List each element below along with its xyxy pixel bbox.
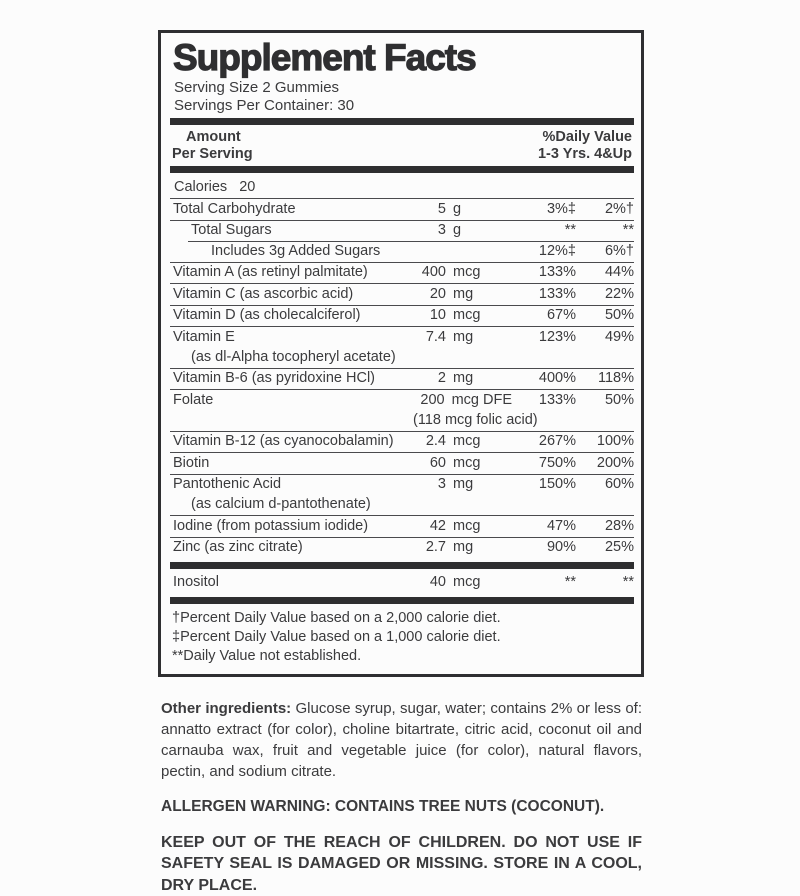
nutrient-amount (400, 432, 512, 452)
nutrient-amount (400, 369, 512, 389)
nutrient-row-main (170, 199, 634, 220)
other-ingredients-text: Glucose syrup, sugar, water; contains 2% or less of: annatto extract (for color), choline bitartrate, citric acid, coconut oil and carnauba wax, fruit and vegetable juice (for color), natural flavors, pectin, and sodium citrate. (161, 700, 642, 780)
nutrient-row (170, 431, 634, 453)
amount-number: 60 (400, 454, 446, 474)
nutrient-row-main (170, 475, 634, 496)
footnotes (170, 607, 634, 667)
amount-number: 3 (400, 221, 446, 241)
nutrient-row (170, 198, 634, 220)
nutrient-subtext: (as calcium d-pantothenate) (170, 495, 634, 515)
nutrient-row (170, 283, 634, 305)
nutrient-rows (170, 198, 634, 558)
nutrient-name: Vitamin E (170, 328, 400, 348)
nutrient-name: Includes 3g Added Sugars (170, 242, 400, 262)
nutrient-row-main (170, 221, 634, 242)
nutrient-row-main (170, 538, 634, 559)
nutrient-row (170, 537, 634, 559)
nutrient-row (170, 389, 634, 431)
daily-value-1to3: 12%‡ (512, 242, 576, 262)
panel-title: Supplement Facts (170, 37, 634, 79)
daily-value-1to3: 133% (512, 263, 576, 283)
label-column (158, 30, 644, 896)
amount-unit: mg (453, 369, 473, 389)
divider-bar-inositol-top (170, 562, 634, 569)
nutrient-name: Iodine (from potassium iodide) (170, 517, 400, 537)
nutrient-row-main (170, 327, 634, 348)
amount-number: 3 (400, 475, 446, 495)
info-section (158, 698, 644, 896)
daily-value-1to3: 400% (512, 369, 576, 389)
amount-unit: g (453, 221, 461, 241)
daily-value-4up: 22% (576, 285, 634, 305)
amount-unit: mcg (453, 454, 480, 474)
amount-unit: mcg (453, 432, 480, 452)
nutrient-row-main (170, 263, 634, 284)
daily-value-1to3: 67% (512, 306, 576, 326)
daily-value-4up: 2%† (576, 200, 634, 220)
nutrient-name: Folate (170, 391, 400, 411)
other-ingredients-label: Other ingredients: (161, 700, 291, 717)
nutrient-row (170, 474, 634, 516)
nutrient-amount (400, 263, 512, 283)
nutrient-row (170, 452, 634, 474)
amount-number: 20 (400, 285, 446, 305)
daily-value-1to3: 47% (512, 517, 576, 537)
amount-number: 40 (400, 573, 446, 593)
daily-value-4up: 28% (576, 517, 634, 537)
nutrient-amount (400, 391, 512, 411)
amount-unit: g (453, 200, 461, 220)
nutrient-amount (400, 221, 512, 241)
amount-unit: mg (453, 475, 473, 495)
daily-value-header-line2: 1-3 Yrs. 4&Up (538, 146, 632, 163)
nutrient-row (170, 515, 634, 537)
daily-value-1to3: ** (512, 573, 576, 593)
nutrient-row-main (170, 432, 634, 453)
nutrient-amount (400, 328, 512, 348)
amount-unit: mg (453, 285, 473, 305)
nutrient-row (170, 326, 634, 368)
nutrient-subtext: (118 mcg folic acid) (170, 411, 634, 431)
daily-value-4up: ** (576, 573, 634, 593)
daily-value-4up: 60% (576, 475, 634, 495)
daily-value-1to3: 133% (512, 391, 576, 411)
calories-label: Calories (174, 177, 227, 197)
amount-number: 2.4 (400, 432, 446, 452)
nutrient-name: Vitamin B-12 (as cyanocobalamin) (170, 432, 400, 452)
column-header (170, 128, 634, 164)
nutrient-row-main (170, 241, 634, 262)
nutrient-row (170, 305, 634, 327)
amount-number: 2 (400, 369, 446, 389)
amount-number: 5 (400, 200, 446, 220)
daily-value-1to3: 123% (512, 328, 576, 348)
amount-header (172, 129, 253, 162)
nutrient-name: Zinc (as zinc citrate) (170, 538, 400, 558)
nutrient-name: Total Sugars (170, 221, 400, 241)
amount-number: 2.7 (400, 538, 446, 558)
amount-unit: mcg (453, 517, 480, 537)
daily-value-1to3: 150% (512, 475, 576, 495)
nutrient-row (170, 241, 634, 262)
divider-bar-inositol-bottom (170, 597, 634, 604)
inositol-row (170, 572, 634, 593)
daily-value-4up: 200% (576, 454, 634, 474)
amount-header-line2: Per Serving (172, 146, 253, 163)
amount-number: 42 (400, 517, 446, 537)
nutrient-amount (400, 200, 512, 220)
daily-value-4up: 49% (576, 328, 634, 348)
amount-unit: mg (453, 328, 473, 348)
amount-number: 7.4 (400, 328, 446, 348)
daily-value-header (538, 129, 632, 162)
daily-value-1to3: 750% (512, 454, 576, 474)
nutrient-subtext: (as dl-Alpha tocopheryl acetate) (170, 348, 634, 368)
nutrient-row-main (170, 306, 634, 327)
nutrient-amount (400, 475, 512, 495)
nutrient-amount (400, 538, 512, 558)
nutrient-amount (400, 517, 512, 537)
nutrient-row (170, 262, 634, 284)
footnote-dv-not-established: **Daily Value not established. (172, 647, 634, 666)
nutrient-amount (400, 285, 512, 305)
nutrient-row (170, 220, 634, 242)
nutrient-row-main (170, 390, 634, 411)
daily-value-4up: 25% (576, 538, 634, 558)
footnote-1000-calorie: ‡Percent Daily Value based on a 1,000 calorie diet. (172, 628, 634, 647)
nutrient-row-main (170, 369, 634, 390)
divider-bar-header (170, 166, 634, 173)
calories-row (170, 176, 634, 198)
amount-number: 400 (400, 263, 446, 283)
storage-warning: KEEP OUT OF THE REACH OF CHILDREN. DO NOT USE IF SAFETY SEAL IS DAMAGED OR MISSING. STORE IN A COOL, DRY PLACE. (161, 832, 642, 896)
daily-value-4up: 50% (576, 306, 634, 326)
amount-unit: mcg (453, 306, 480, 326)
nutrient-row (170, 368, 634, 390)
calories-value: 20 (239, 177, 255, 197)
amount-unit: mg (453, 538, 473, 558)
amount-unit: mcg (453, 573, 480, 593)
nutrient-amount (400, 454, 512, 474)
daily-value-4up: 118% (576, 369, 634, 389)
footnote-2000-calorie: †Percent Daily Value based on a 2,000 calorie diet. (172, 609, 634, 628)
nutrient-row-main (170, 516, 634, 537)
nutrient-row-main (170, 453, 634, 474)
daily-value-4up: 50% (576, 391, 634, 411)
serving-size: Serving Size 2 Gummies (170, 79, 634, 97)
daily-value-1to3: 267% (512, 432, 576, 452)
daily-value-4up: ** (576, 221, 634, 241)
nutrient-name: Biotin (170, 454, 400, 474)
other-ingredients (161, 698, 642, 782)
daily-value-1to3: ** (512, 221, 576, 241)
nutrient-name: Vitamin C (as ascorbic acid) (170, 285, 400, 305)
nutrient-amount (400, 306, 512, 326)
nutrient-name: Vitamin B-6 (as pyridoxine HCl) (170, 369, 400, 389)
servings-per-container: Servings Per Container: 30 (170, 97, 634, 115)
allergen-warning: ALLERGEN WARNING: CONTAINS TREE NUTS (COCONUT). (161, 797, 642, 817)
inositol-row-main (170, 572, 634, 593)
daily-value-header-line1: %Daily Value (538, 129, 632, 146)
amount-number: 10 (400, 306, 446, 326)
supplement-facts-panel (158, 30, 644, 677)
daily-value-4up: 6%† (576, 242, 634, 262)
nutrient-amount (400, 573, 512, 593)
amount-unit: mcg DFE (452, 391, 512, 411)
nutrient-name: Total Carbohydrate (170, 200, 400, 220)
daily-value-1to3: 90% (512, 538, 576, 558)
amount-header-line1: Amount (172, 129, 253, 146)
daily-value-4up: 44% (576, 263, 634, 283)
nutrient-name: Vitamin D (as cholecalciferol) (170, 306, 400, 326)
amount-unit: mcg (453, 263, 480, 283)
daily-value-1to3: 133% (512, 285, 576, 305)
amount-number: 200 (400, 391, 445, 411)
daily-value-1to3: 3%‡ (512, 200, 576, 220)
nutrient-name: Inositol (170, 573, 400, 593)
nutrient-name: Vitamin A (as retinyl palmitate) (170, 263, 400, 283)
nutrient-name: Pantothenic Acid (170, 475, 400, 495)
divider-bar-top (170, 118, 634, 125)
nutrient-row-main (170, 284, 634, 305)
daily-value-4up: 100% (576, 432, 634, 452)
